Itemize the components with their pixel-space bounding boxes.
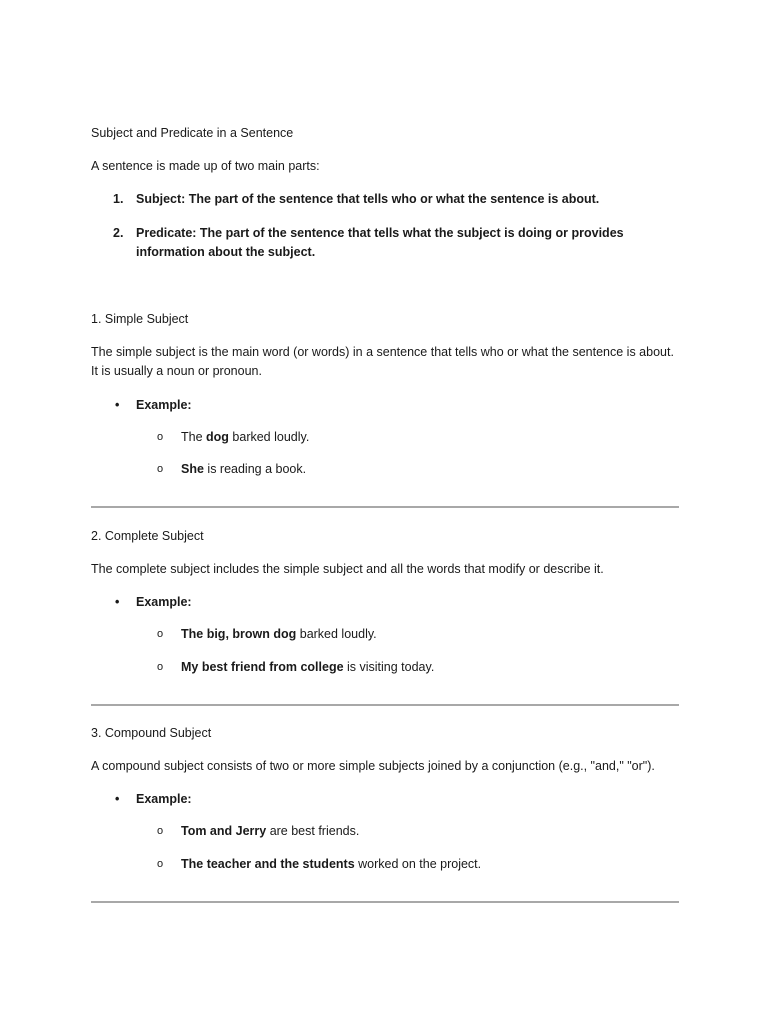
item-number: 2. bbox=[113, 226, 124, 240]
section-body: A compound subject consists of two or more simple subjects joined by a conjunction (e.g., "and," "or"). bbox=[91, 759, 655, 773]
sub-bullet-icon: o bbox=[157, 463, 164, 475]
section-heading: 3. Compound Subject bbox=[91, 726, 212, 740]
example-text: My best friend from college is visiting today. bbox=[181, 660, 435, 674]
horizontal-rule bbox=[91, 506, 679, 508]
example-label: Example: bbox=[136, 792, 192, 806]
intro-text: A sentence is made up of two main parts: bbox=[91, 159, 320, 173]
bullet-icon: • bbox=[115, 792, 120, 806]
sub-bullet-icon: o bbox=[157, 628, 164, 640]
item-number: 1. bbox=[113, 192, 124, 206]
sub-bullet-icon: o bbox=[157, 431, 164, 443]
bullet-icon: • bbox=[115, 595, 120, 609]
bullet-icon: • bbox=[115, 398, 120, 412]
example-text: The big, brown dog barked loudly. bbox=[181, 627, 377, 641]
horizontal-rule bbox=[91, 901, 679, 903]
item-text: Subject: The part of the sentence that tells who or what the sentence is about. bbox=[136, 192, 600, 206]
section-heading: 2. Complete Subject bbox=[91, 529, 204, 543]
section-body: The complete subject includes the simple subject and all the words that modify or describe it. bbox=[91, 562, 604, 576]
example-label: Example: bbox=[136, 595, 192, 609]
section-body: The simple subject is the main word (or words) in a sentence that tells who or what the sentence is about. It is usually a noun or pronoun. bbox=[91, 345, 674, 378]
section-heading: 1. Simple Subject bbox=[91, 312, 189, 326]
example-text: The dog barked loudly. bbox=[181, 430, 310, 444]
example-text: The teacher and the students worked on the project. bbox=[181, 857, 482, 871]
sub-bullet-icon: o bbox=[157, 661, 164, 673]
example-label: Example: bbox=[136, 398, 192, 412]
horizontal-rule bbox=[91, 704, 679, 706]
sub-bullet-icon: o bbox=[157, 858, 164, 870]
item-text: Predicate: The part of the sentence that tells what the subject is doing or provides information about the subject. bbox=[136, 226, 624, 259]
example-text: Tom and Jerry are best friends. bbox=[181, 824, 360, 838]
example-text: She is reading a book. bbox=[181, 462, 307, 476]
document-title: Subject and Predicate in a Sentence bbox=[91, 126, 294, 140]
sub-bullet-icon: o bbox=[157, 825, 164, 837]
